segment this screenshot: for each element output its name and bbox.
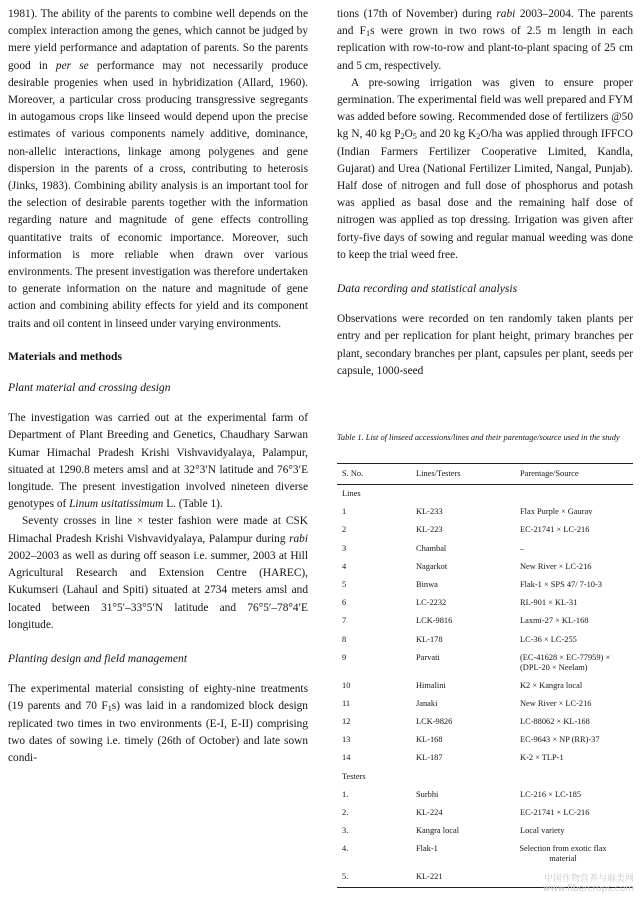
table-caption: Table 1. List of linseed accessions/lines and their parentage/source used in the study (337, 433, 620, 442)
table-cell-line: Himalini (416, 680, 446, 690)
table-row (337, 612, 633, 630)
table-cell-sno: 5. (342, 872, 349, 882)
table-cell-sno: 3. (342, 826, 349, 836)
table-row (337, 594, 633, 612)
section-heading-materials-methods: Materials and methods (8, 349, 123, 363)
table-cell-parentage: EC-21741 × LC-216 (520, 525, 590, 535)
table-group-label-lines (337, 485, 633, 503)
table-cell-sno: 2. (342, 808, 349, 817)
table-cell-sno: 14 (342, 753, 351, 763)
table-cell-sno: 12 (342, 717, 351, 727)
table-cell-parentage: Selection from exotic flax material (519, 844, 607, 864)
table-header-lines-testers: Lines/Testers (416, 469, 461, 478)
table-cell-parentage: LC-36 × LC-255 (520, 634, 577, 644)
paragraph-experimental-farm: The investigation was carried out at the experimental farm of Department of Plant Breeding and Genetics, Chaudhary Sarwan Kumar Himachal Pradesh Krishi Vishvavidyalaya, Palampur, situated at 1290.8 meters amsl and at 32°3′N latitude and 76°3′E longitude. The present investigation involved nineteen diverse genotypes of Linum usitatissimum L. (Table 1). (8, 412, 308, 511)
right-column (337, 6, 633, 380)
paragraph-sowing-conditions: tions (17th of November) during rabi 2003–2004. The parents and $F_1s$ were grown in two rows of 2.5 m length in each replication with row-to-row and plant-to-plant spacing of 25 cm and 5 cm, respectively. (337, 8, 633, 72)
watermark-line-2: www.fibercrops.com (543, 884, 634, 894)
table-row (337, 558, 633, 576)
table-cell-line: LCK-9816 (416, 616, 453, 626)
linseed-table (337, 463, 633, 888)
table-cell-parentage: (EC-41628 × EC-77959) × (DPL-20 × Neelam) (520, 652, 611, 672)
table-cell-line: Nagarkot (416, 561, 448, 571)
table-cell-tester: Flak-1 (416, 844, 438, 854)
table-cell-sno: 3 (342, 543, 347, 553)
table-row (337, 677, 633, 695)
table-cell-line: KL-178 (416, 634, 443, 644)
table-cell-sno: 4 (342, 561, 347, 571)
watermark-line-1: 中国作物营养与麻类网 (543, 874, 634, 884)
table-cell-sno: 13 (342, 735, 351, 745)
table-cell-parentage: LC-88062 × KL-168 (520, 717, 590, 727)
table-row (337, 576, 633, 594)
table-cell-parentage: New River × LC-216 (520, 698, 592, 708)
table-cell-line: KL-233 (416, 507, 443, 517)
table-row (337, 840, 633, 868)
table-cell-line: Binwa (416, 579, 438, 589)
table-cell-parentage: EC-21741 × LC-216 (520, 808, 590, 817)
table-row (337, 649, 633, 677)
subheading-planting-design: Planting design and field management (8, 651, 188, 665)
table-cell-parentage: Laxmi-27 × KL-168 (520, 616, 589, 626)
table-row (337, 521, 633, 539)
table-cell-sno: 11 (342, 698, 351, 708)
table-cell-sno: 4. (342, 844, 349, 854)
paragraph-observations: Observations were recorded on ten randomly taken plants per entry and per replication for plant height, primary branches per plant, secondary branches per plant, capsules per plant, seeds per capsule, 1000-seed (337, 313, 633, 377)
table-cell-parentage: K-2 × TLP-1 (520, 753, 564, 763)
table-row (337, 631, 633, 649)
table-cell-parentage: – (520, 543, 525, 553)
paragraph-crosses: Seventy crosses in line × tester fashion were made at CSK Himachal Pradesh Krishi Vishvavidyalaya, Palampur during rabi 2002–2003 as well as during off season i.e. summer, 2003 at Hill Agricultural Research and Extension Centre (HAREC), Kukumseri (Lahaul and Spiti) situated at 2734 meters amsl and located between 31°5′–33°5′N latitude and 76°5′–78°4′E longitude. (8, 515, 308, 631)
table-row (337, 786, 633, 804)
table-cell-line: Parvati (416, 652, 440, 662)
table-cell-tester: Surbhi (416, 789, 439, 799)
table-cell-sno: 9 (342, 652, 347, 662)
table-cell-line: KL-168 (416, 735, 443, 745)
table-row (337, 749, 633, 767)
table-row (337, 731, 633, 749)
table-header-parentage: Parentage/Source (520, 469, 579, 478)
table-cell-parentage: K2 × Kangra local (520, 680, 583, 690)
table-cell-line: Janaki (416, 698, 438, 708)
table-cell-sno: 10 (342, 680, 351, 690)
table-row (337, 713, 633, 731)
table-cell-sno: 1. (342, 789, 349, 799)
paragraph-experimental-material: The experimental material consisting of eighty-nine treatments (19 parents and 70 $F_1s$) was laid in a randomized block design replicated two times in two environments (E-I, E-II) comprising two dates of sowing i.e. timely (26th of October) and late sown condi- (8, 683, 308, 764)
table-cell-line: LCK-9826 (416, 717, 453, 727)
table-cell-tester: KL-221 (416, 872, 443, 882)
table-cell-sno: 7 (342, 616, 347, 626)
table-header-sno: S. No. (342, 469, 364, 478)
table-cell-parentage: Flax Purple × Gaurav (520, 507, 593, 517)
subheading-plant-material: Plant material and crossing design (8, 381, 171, 395)
site-watermark (543, 874, 634, 894)
paragraph-irrigation-fertilizers: A pre-sowing irrigation was given to ensure proper germination. The experimental field was well prepared and FYM was added before sowing. Recommended dose of fertilizers @50 kg N, 40 kg $P_2O_5$ and 20 kg $K_2O/ha$ was applied through IFFCO (Indian Farmers Fertilizer Cooperative Limited, Kandla, Gujarat) and Urea (National Fertilizer Limited, Nangal, Punjab). Half dose of nitrogen and full dose of phosphorus and potash was applied as basal dose and the remaining half dose of nitrogen was applied as top dressing. Irrigation was given after forty-five days of sowing and regular manual weeding was done to keep the trial weed free. (337, 76, 633, 261)
subheading-data-recording: Data recording and statistical analysis (337, 282, 518, 296)
table-cell-parentage: Local variety (520, 826, 565, 836)
table-cell-sno: 8 (342, 634, 347, 644)
intro-paragraph: 1981). The ability of the parents to combine well depends on the complex interaction among the genes, which cannot be judged by mere yield performance and adaptation of parents. So the parents good in per se performance may not necessarily produce desirable progenies when used in hybridization (Allard, 1960). Moreover, a particular cross producing transgressive segregants in autogamous crops like linseed would depend upon the precise estimates of various components namely additive, dominance, non-allelic interactions, linkage among polygenes and gene dispersion in the parents of a cross, contributing to heterosis (Jinks, 1983). Combining ability analysis is an important tool for the selection of desirable parents together with the information regarding nature and magnitude of gene effects controlling quantitative traits of economic importance. Moreover, such information is more reliable when drawn over various environments. The present investigation was therefore undertaken to generate information on the nature and magnitude of gene action and combining ability effects for yield and its component traits and oil content in linseed under varying environments. (8, 8, 308, 330)
table-cell-parentage: Flak-1 × SPS 47/ 7-10-3 (520, 579, 602, 589)
table-cell-parentage: RL-901 × KL-31 (520, 598, 578, 608)
table-row (337, 503, 633, 521)
table-row (337, 540, 633, 558)
table-cell-line: Chambal (416, 543, 447, 553)
table-cell-line: KL-223 (416, 525, 443, 535)
table-row (337, 822, 633, 840)
table-cell-parentage: New River × LC-216 (520, 561, 592, 571)
table-cell-parentage: LC-216 × LC-185 (520, 789, 582, 799)
table-cell-sno: 5 (342, 579, 347, 589)
table-cell-tester: KL-224 (416, 808, 443, 817)
left-column (8, 6, 308, 767)
table-cell-tester: Kangra local (416, 826, 460, 836)
group-label: Testers (342, 771, 366, 781)
table-group-label-testers (337, 768, 633, 786)
table-cell-sno: 1 (342, 507, 347, 517)
group-label: Lines (342, 489, 361, 498)
table-cell-sno: 2 (342, 525, 347, 535)
table-row (337, 695, 633, 713)
table-header-row (337, 463, 633, 485)
table-cell-parentage: EC-9643 × NP (RR)-37 (520, 735, 600, 745)
table-cell-line: KL-187 (416, 753, 443, 763)
table-cell-line: LC-2232 (416, 598, 447, 608)
table-row (337, 804, 633, 822)
table-cell-sno: 6 (342, 598, 347, 608)
